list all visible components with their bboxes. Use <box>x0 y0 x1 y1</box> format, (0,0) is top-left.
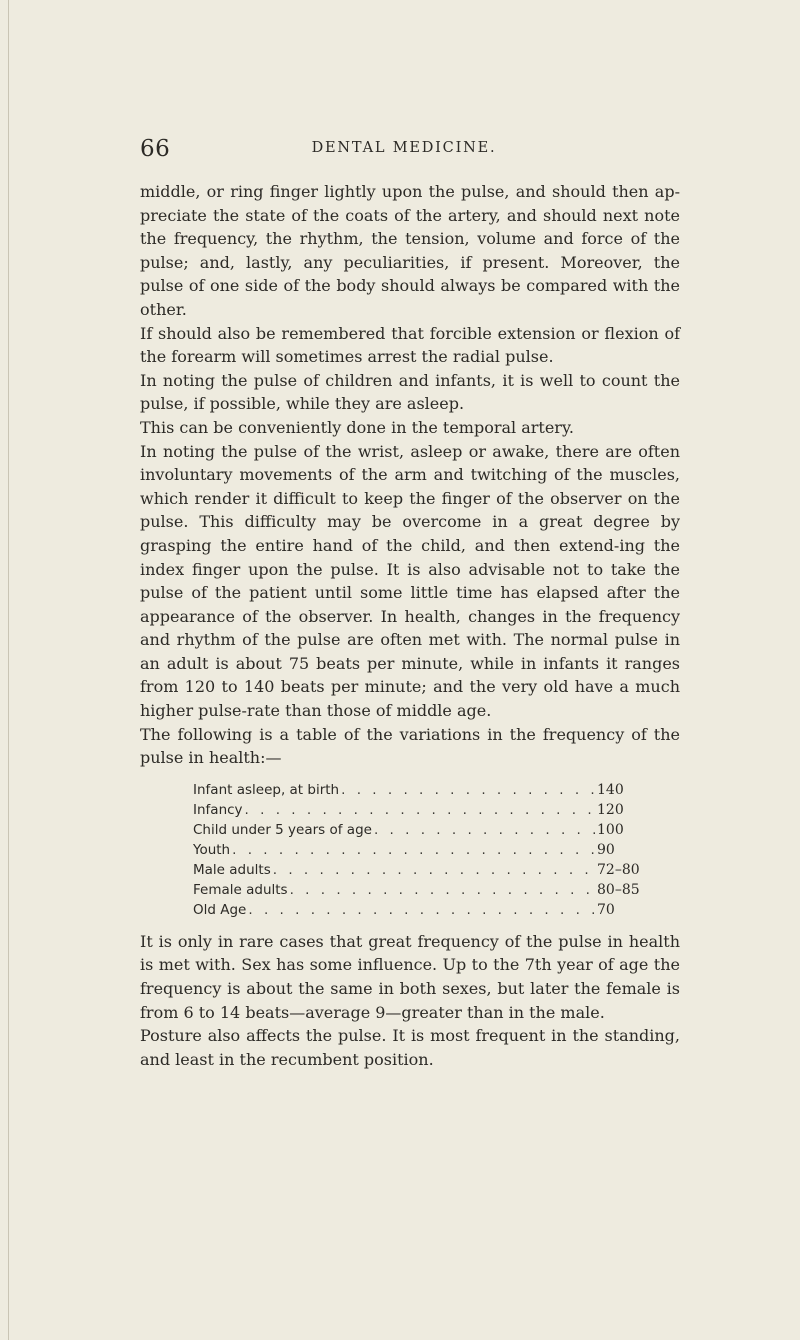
table-row <box>193 780 641 800</box>
dot-leader <box>243 800 597 820</box>
pulse-frequency-table <box>193 780 641 920</box>
row-label: Male adults <box>193 861 271 878</box>
dot-leader <box>288 880 597 900</box>
row-label: Youth <box>193 841 231 858</box>
row-value: 90 <box>597 841 615 858</box>
running-head: DENTAL MEDICINE. <box>311 140 497 156</box>
paragraph-4: This can be conveniently done in the temporal artery. <box>140 417 574 437</box>
table-row <box>193 840 641 860</box>
row-label: Old Age <box>193 901 247 918</box>
table-row <box>193 900 641 920</box>
paragraph-5: In noting the pulse of the wrist, asleep or awake, there are often involuntary movements of the arm and twitching of the muscles, which render it difficult to keep the finger of the observer on the pulse. This difficulty may be overcome in a great degree by grasping the entire hand of the child, and then extend-ing the index finger upon the pulse. It is also advisable not to take the pulse of the patient until some little time has elapsed after the appearance of the observer. In health, changes in the frequency and rhythm of the pulse are often met with. The normal pulse in an adult is about 75 beats per minute, while in infants it ranges from 120 to 140 beats per minute; and the very old have a much higher pulse-rate than those of middle age. <box>140 441 680 721</box>
dot-leader <box>339 780 597 800</box>
paragraph-8: Posture also affects the pulse. It is most frequent in the standing, and least in the recumbent position. <box>140 1026 680 1069</box>
row-label: Infancy <box>193 801 243 818</box>
dot-leader <box>230 840 597 860</box>
row-value: 72–80 <box>597 861 640 878</box>
row-value: 140 <box>597 781 624 798</box>
row-label: Child under 5 years of age <box>193 821 372 838</box>
row-label: Infant asleep, at birth <box>193 781 340 798</box>
body-text <box>140 180 680 1071</box>
row-value: 70 <box>597 901 615 918</box>
page-number: 66 <box>140 136 171 162</box>
table-row <box>193 800 641 820</box>
row-value: 100 <box>597 821 624 838</box>
dot-leader <box>271 860 597 880</box>
paragraph-6: The following is a table of the variations in the frequency of the pulse in health:— <box>140 724 680 768</box>
page-edge-line <box>8 0 9 1340</box>
table-row <box>193 880 641 900</box>
paragraph-1: middle, or ring finger lightly upon the pulse, and should then ap-preciate the state of the coats of the artery, and should next note the frequency, the rhythm, the tension, volume and force of the pulse; and, lastly, any peculiarities, if present. Moreover, the pulse of one side of the body should always be compared with the other. <box>140 182 680 319</box>
paragraph-3: In noting the pulse of children and infants, it is well to count the pulse, if possible, while they are asleep. <box>140 370 680 414</box>
table-row <box>193 860 641 880</box>
row-value: 120 <box>597 801 624 818</box>
dot-leader <box>372 820 597 840</box>
row-label: Female adults <box>193 881 288 898</box>
paragraph-7: It is only in rare cases that great frequency of the pulse in health is met with. Sex has some influence. Up to the 7th year of age the frequency is about the same in both sexes, but later the female is from 6 to 14 beats—average 9—greater than in the male. <box>140 931 680 1022</box>
paragraph-2: If should also be remembered that forcible extension or flexion of the forearm will sometimes arrest the radial pulse. <box>140 323 680 367</box>
row-value: 80–85 <box>597 881 640 898</box>
page-header <box>130 136 678 162</box>
dot-leader <box>246 900 597 920</box>
table-row <box>193 820 641 840</box>
